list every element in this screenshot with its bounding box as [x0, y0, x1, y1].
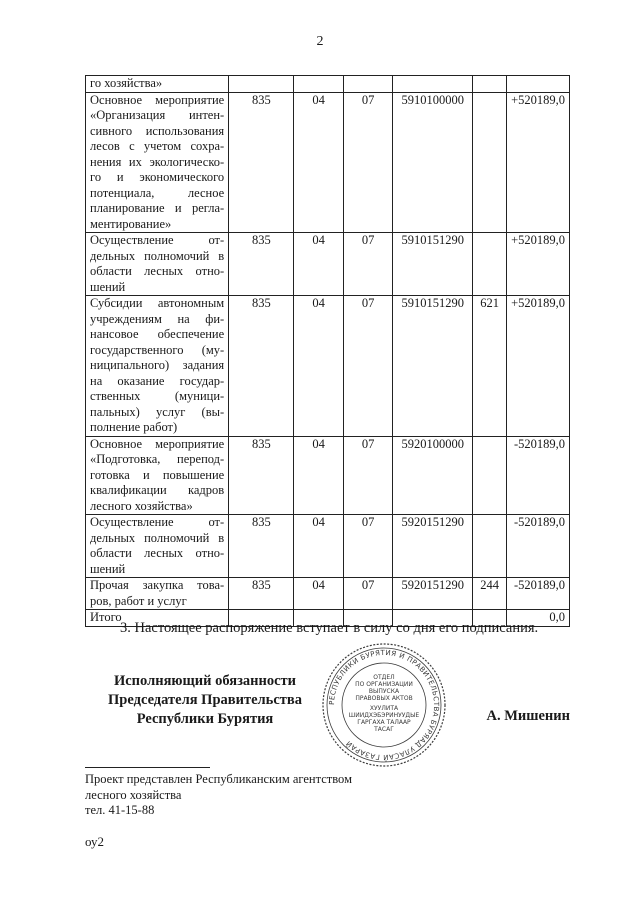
signer-name: А. Мишенин — [486, 708, 570, 724]
stamp-inner-text: ГАРГАХА ТАЛААР — [357, 719, 411, 726]
row-name: го хозяйства» — [86, 76, 229, 93]
signatory-title-line: Председателя Правительства — [108, 692, 302, 708]
row-target-code — [393, 76, 473, 93]
footnote — [85, 772, 352, 819]
total-sum: 0,0 — [507, 610, 570, 627]
row-ministry-code: 835 — [229, 296, 294, 437]
row-expense-type-code — [473, 76, 507, 93]
row-section-code: 04 — [294, 436, 343, 515]
stamp-inner-text: ХУУЛИТА — [369, 705, 399, 712]
row-ministry-code: 835 — [229, 436, 294, 515]
row-target-code: 5910151290 — [393, 296, 473, 437]
stamp-inner-text: ШИИДХЭБЭРИНУУДЫЕ — [348, 712, 420, 719]
stamp-inner-text: ВЫПУСКА — [368, 688, 400, 695]
row-sum: +520189,0 — [507, 233, 570, 296]
table-row — [86, 515, 570, 578]
row-ministry-code: 835 — [229, 578, 294, 610]
row-expense-type-code: 244 — [473, 578, 507, 610]
footnote-line: лесного хозяйства — [85, 787, 182, 802]
row-ministry-code: 835 — [229, 233, 294, 296]
row-target-code: 5920100000 — [393, 436, 473, 515]
table-row — [86, 296, 570, 437]
signatory-title — [85, 672, 325, 729]
clause-effective: 3. Настоящее распоряжение вступает в силу со дня его подписания. — [120, 620, 539, 636]
row-ministry-code: 835 — [229, 92, 294, 233]
row-expense-type-code: 621 — [473, 296, 507, 437]
stamp-inner-text: ТАСАГ — [374, 726, 394, 733]
row-subsection-code: 07 — [343, 578, 392, 610]
footnote-divider — [85, 767, 210, 768]
row-name: Прочая закупка това-ров, работ и услуг — [86, 578, 229, 610]
row-expense-type-code — [473, 92, 507, 233]
row-target-code: 5910100000 — [393, 92, 473, 233]
row-expense-type-code — [473, 233, 507, 296]
row-sum — [507, 76, 570, 93]
row-expense-type-code — [473, 515, 507, 578]
table-row — [86, 436, 570, 515]
row-name: Основное мероприятие «Организация интен-сивного использования лесов с учетом сохра-нения их экологическо-го и экономического потенциала, лесное планирование и регла-ментирование» — [86, 92, 229, 233]
row-target-code: 5910151290 — [393, 233, 473, 296]
footnote-line: тел. 41-15-88 — [85, 803, 155, 817]
row-sum: +520189,0 — [507, 296, 570, 437]
table-row — [86, 578, 570, 610]
footnote-line: Проект представлен Республиканским агентством — [85, 772, 352, 786]
row-subsection-code: 07 — [343, 92, 392, 233]
row-subsection-code: 07 — [343, 515, 392, 578]
row-sum: +520189,0 — [507, 92, 570, 233]
row-section-code: 04 — [294, 296, 343, 437]
row-target-code: 5920151290 — [393, 515, 473, 578]
row-subsection-code: 07 — [343, 233, 392, 296]
row-name: Осуществление от-дельных полномочий в области лесных отно-шений — [86, 233, 229, 296]
row-subsection-code: 07 — [343, 436, 392, 515]
page-number: 2 — [316, 34, 324, 49]
row-section-code — [294, 76, 343, 93]
row-sum: -520189,0 — [507, 436, 570, 515]
row-section-code: 04 — [294, 233, 343, 296]
table-row — [86, 233, 570, 296]
document-code: оу2 — [85, 834, 105, 849]
table-row — [86, 92, 570, 233]
total-label: Итого — [86, 610, 229, 627]
row-expense-type-code — [473, 436, 507, 515]
row-section-code: 04 — [294, 578, 343, 610]
row-subsection-code: 07 — [343, 296, 392, 437]
row-ministry-code: 835 — [229, 515, 294, 578]
row-section-code: 04 — [294, 92, 343, 233]
row-sum: -520189,0 — [507, 578, 570, 610]
official-stamp — [320, 641, 448, 769]
signatory-title-line: Исполняющий обязанности — [113, 673, 297, 689]
stamp-inner-text: ОТДЕЛ — [373, 674, 395, 681]
row-name: Основное мероприятие «Подготовка, перепод-готовка и повышение квалификации кадров лесного хозяйства» — [86, 436, 229, 515]
row-sum: -520189,0 — [507, 515, 570, 578]
row-name: Осуществление от-дельных полномочий в области лесных отно-шений — [86, 515, 229, 578]
stamp-ring-text: РЕСПУБЛИКИ БУРЯТИЯ И ПРАВИТЕЛЬСТВА БУРЯАД УЛАСАЙ ГАЗАРАЙ — [327, 648, 441, 762]
row-ministry-code — [229, 76, 294, 93]
row-target-code: 5920151290 — [393, 578, 473, 610]
row-name: Субсидии автономным учреждениям на фи-нансовое обеспечение государственного (му-ниципального) задания на оказание государ-ственных (муници-пальных) услуг (вы-полнение работ) — [86, 296, 229, 437]
row-section-code: 04 — [294, 515, 343, 578]
stamp-inner-text: ПРАВОВЫХ АКТОВ — [355, 695, 413, 702]
budget-table — [85, 75, 570, 627]
table-row — [86, 76, 570, 93]
signatory-title-line: Республики Бурятия — [136, 711, 274, 727]
row-subsection-code — [343, 76, 392, 93]
stamp-inner-text: ПО ОРГАНИЗАЦИИ — [355, 681, 413, 688]
